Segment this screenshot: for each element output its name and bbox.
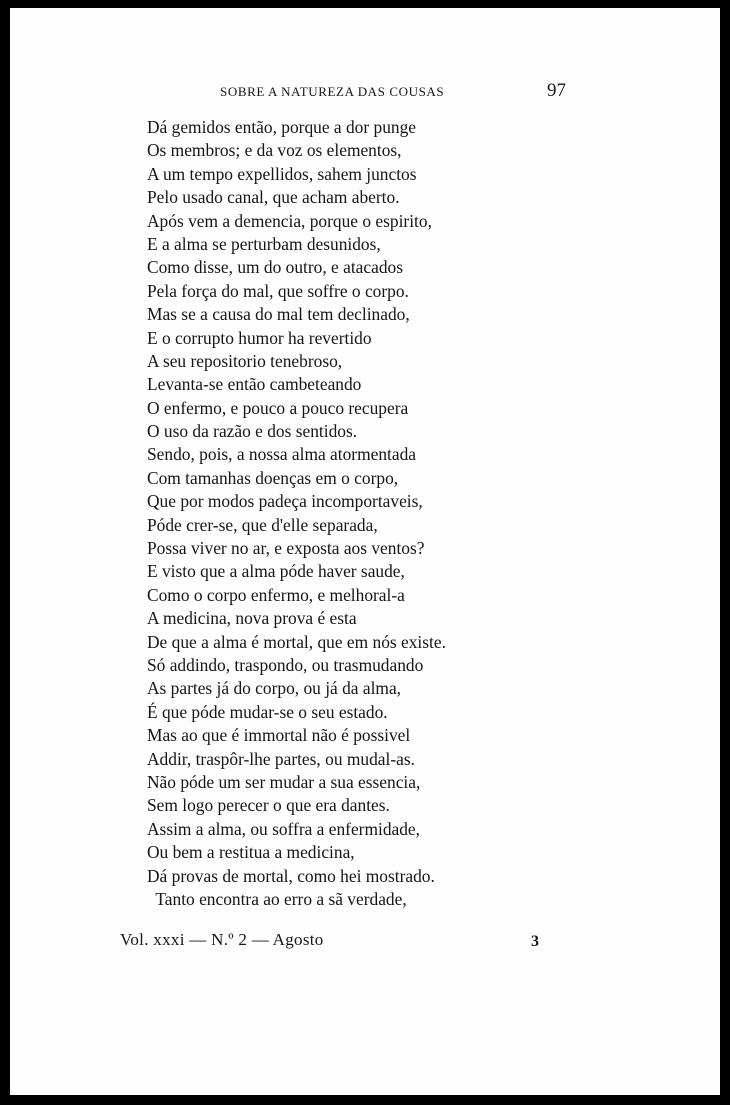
poem-line: E visto que a alma póde haver saude, [147,561,405,582]
poem-line: Póde crer-se, que d'elle separada, [147,514,378,535]
poem-line: Possa viver no ar, e exposta aos ventos? [147,538,425,559]
poem-line: Mas se a causa do mal tem declinado, [147,304,410,325]
poem-line: Dá gemidos então, porque a dor punge [147,117,416,137]
poem-line: As partes já do corpo, ou já da alma, [147,678,402,699]
poem-line: A medicina, nova prova é esta [147,608,357,629]
poem-line: Sendo, pois, a nossa alma atormentada [147,444,417,465]
poem-line: Pelo usado canal, que acham aberto. [147,187,400,208]
poem-line: Após vem a demencia, porque o espirito, [147,210,432,231]
poem-line: Ou bem a restitua a medicina, [147,842,355,863]
poem-line: O enfermo, e pouco a pouco recupera [147,397,409,418]
poem-line: Como o corpo enfermo, e melhoral-a [147,584,405,605]
poem-text [147,116,446,911]
poem-line: Com tamanhas doenças em o corpo, [147,467,399,488]
poem-line: Que por modos padeça incomportaveis, [147,491,423,512]
poem-line: Como disse, um do outro, e atacados [147,257,403,278]
poem-line: Assim a alma, ou soffra a enfermidade, [147,818,421,839]
poem-line: Sem logo perecer o que era dantes. [147,795,390,816]
poem-line: De que a alma é mortal, que em nós existe. [147,631,446,652]
poem-line: A seu repositorio tenebroso, [147,350,343,371]
poem-line: Não póde um ser mudar a sua essencia, [147,771,421,792]
poem-line: Os membros; e da voz os elementos, [147,140,402,161]
poem-line: Addir, traspôr-lhe partes, ou mudal-as. [147,748,415,769]
poem-line: A um tempo expellidos, sahem junctos [147,163,417,184]
poem-line: E o corrupto humor ha revertido [147,327,372,348]
poem-line: Mas ao que é immortal não é possivel [147,725,411,746]
poem-line: Dá provas de mortal, como hei mostrado. [147,865,435,886]
poem-line: E a alma se perturbam desunidos, [147,233,381,254]
poem-line: Só addindo, traspondo, ou trasmudando [147,654,424,675]
poem-line: Levanta-se então cambeteando [147,374,362,395]
book-page [10,8,720,1095]
poem-line: O uso da razão e dos sentidos. [147,421,358,442]
poem-line: É que póde mudar-se o seu estado. [147,701,388,722]
page-number: 97 [547,80,566,101]
footer-volume-info: Vol. xxxi — N.º 2 — Agosto [120,930,324,949]
poem-line: Tanto encontra ao erro a sã verdade, [147,888,407,909]
running-title: SOBRE A NATUREZA DAS COUSAS [220,84,445,99]
signature-mark: 3 [531,933,539,950]
poem-line: Pela força do mal, que soffre o corpo. [147,280,409,301]
